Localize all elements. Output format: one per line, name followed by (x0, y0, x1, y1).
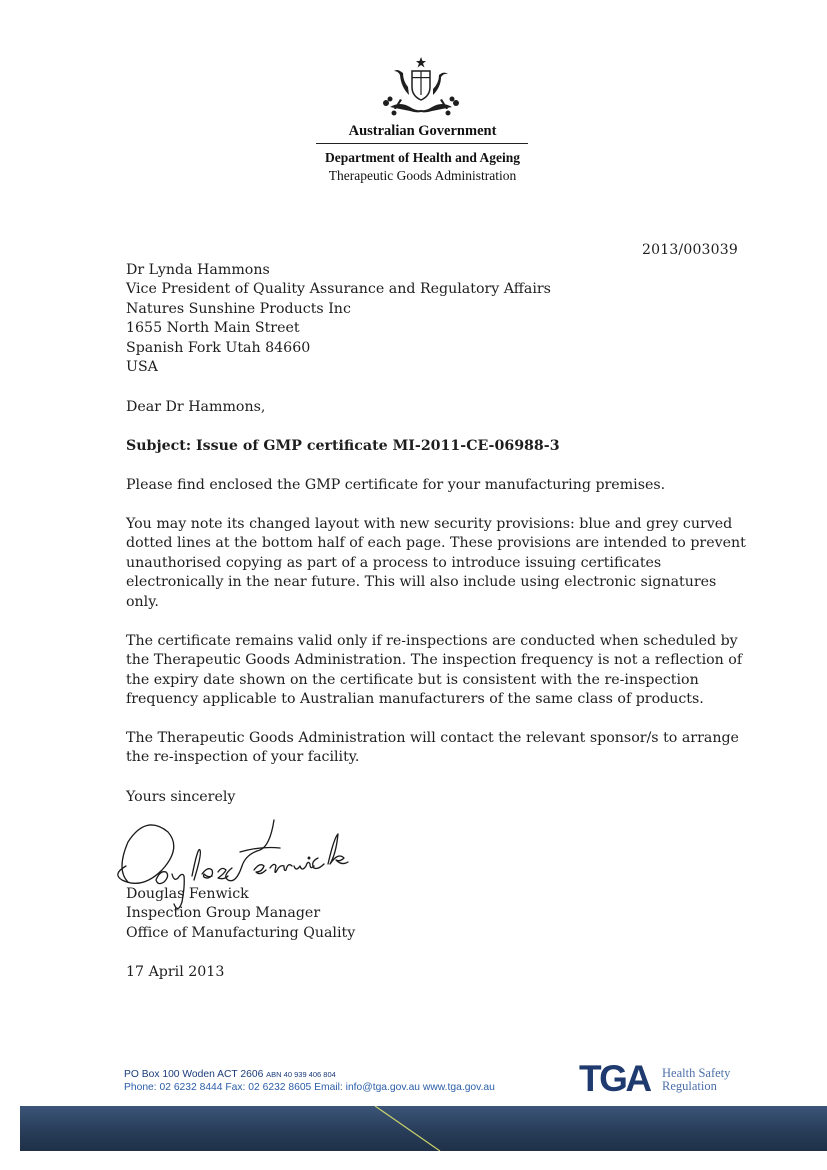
fax-label: Fax: (225, 1081, 246, 1093)
department-name: Department of Health and Ageing (325, 150, 520, 165)
government-name: Australian Government (348, 123, 497, 139)
paragraph-line: electronically in the near future. This will also include using electronic signatures (126, 574, 717, 591)
tagline-line-1: Health Safety (662, 1066, 731, 1080)
signer-office: Office of Manufacturing Quality (126, 924, 356, 941)
paragraph-line: You may note its changed layout with new security provisions: blue and grey curved (126, 516, 733, 532)
signer-title: Inspection Group Manager (126, 905, 321, 922)
recipient-company: Natures Sunshine Products Inc (126, 300, 351, 317)
paragraph-line: dotted lines at the bottom half of each page. These provisions are intended to prevent (126, 535, 746, 552)
email-label: Email: (314, 1081, 343, 1093)
footer-contact (124, 1069, 495, 1094)
email-link[interactable]: info@tga.gov.au (345, 1081, 421, 1093)
letterhead-divider (316, 143, 528, 144)
paragraph-line: Please find enclosed the GMP certificate for your manufacturing premises. (126, 477, 666, 493)
paragraph-line: the expiry date shown on the certificate but is consistent with the re-inspection (126, 671, 699, 688)
signer-name: Douglas Fenwick (126, 886, 249, 902)
recipient-city: Spanish Fork Utah 84660 (126, 339, 311, 356)
paragraph-line: the re-inspection of your facility. (126, 749, 360, 766)
paragraph-line: only. (126, 593, 159, 610)
paragraph-4 (126, 729, 739, 768)
tga-logo: TGA (579, 1058, 650, 1099)
subject-line: Subject: Issue of GMP certificate MI-2011-CE-06988-3 (126, 438, 560, 454)
phone-number: 02 6232 8444 (159, 1081, 223, 1093)
paragraph-3 (126, 632, 742, 710)
paragraph-1 (126, 476, 665, 495)
signer-block (126, 885, 355, 943)
tga-tagline (662, 1067, 730, 1093)
footer-address: PO Box 100 Woden ACT 2606 (124, 1069, 264, 1080)
recipient-street: 1655 North Main Street (126, 320, 300, 337)
recipient-name: Dr Lynda Hammons (126, 262, 270, 278)
paragraph-line: The Therapeutic Goods Administration will contact the relevant sponsor/s to arrange (126, 730, 739, 746)
letter-date: 17 April 2013 (126, 964, 225, 980)
paragraph-2 (126, 515, 746, 612)
footer-abn: ABN 40 939 406 804 (266, 1070, 336, 1079)
phone-label: Phone: (124, 1081, 157, 1093)
tagline-line-2: Regulation (662, 1079, 717, 1093)
closing: Yours sincerely (126, 789, 236, 805)
website-link[interactable]: www.tga.gov.au (422, 1081, 495, 1093)
recipient-address (126, 261, 551, 377)
paragraph-line: unauthorised copying as part of a process to introduce issuing certificates (126, 554, 662, 571)
recipient-country: USA (126, 359, 158, 376)
paragraph-line: The certificate remains valid only if re-inspections are conducted when scheduled by (126, 633, 738, 649)
paragraph-line: frequency applicable to Australian manufacturers of the same class of products. (126, 691, 704, 708)
fax-number: 02 6232 8605 (248, 1081, 312, 1093)
reference-number: 2013/003039 (642, 242, 738, 258)
paragraph-line: the Therapeutic Goods Administration. The inspection frequency is not a reflection of (126, 652, 743, 669)
footer-band (20, 1106, 827, 1151)
coat-of-arms-icon (376, 55, 466, 125)
recipient-title: Vice President of Quality Assurance and Regulatory Affairs (126, 281, 551, 298)
agency-name: Therapeutic Goods Administration (328, 168, 517, 183)
salutation: Dear Dr Hammons, (126, 399, 266, 415)
